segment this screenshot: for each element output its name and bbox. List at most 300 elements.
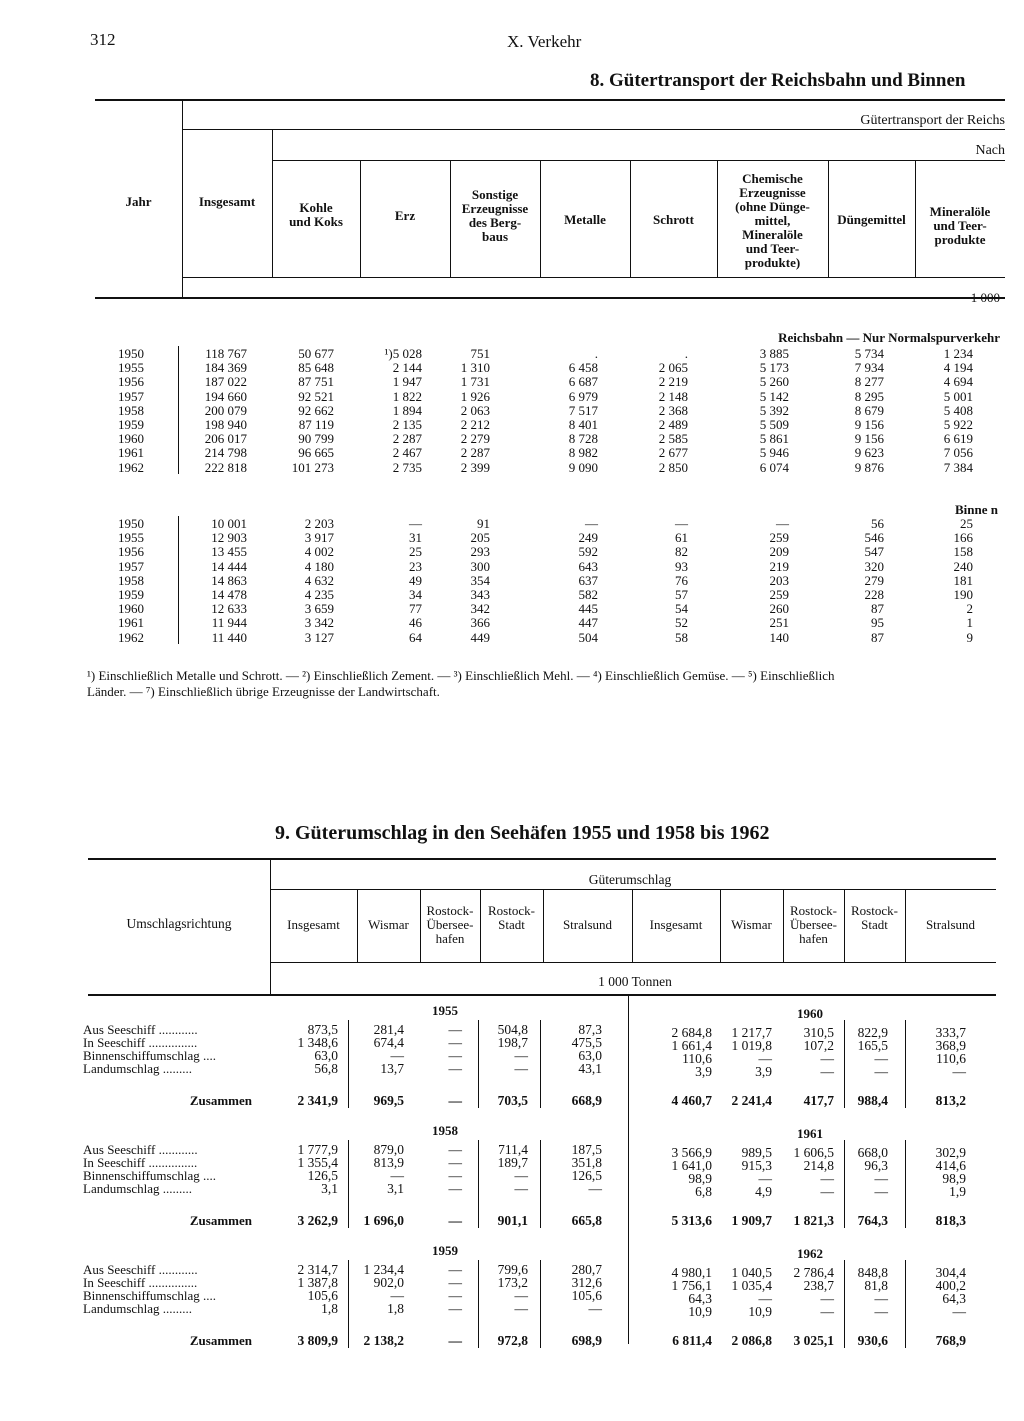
column-divider bbox=[348, 1260, 349, 1348]
table-cell: 1955 bbox=[118, 530, 144, 546]
sum-cell: 6 811,4 bbox=[672, 1333, 712, 1348]
table8-super-header: Gütertransport der Reichs bbox=[860, 113, 1005, 128]
table-cell: 8 401 bbox=[568, 416, 598, 432]
sum-cell: 2 138,2 bbox=[363, 1333, 404, 1348]
column-divider bbox=[905, 1020, 906, 1108]
table-cell: 91 bbox=[477, 516, 490, 531]
column-erz bbox=[360, 517, 422, 645]
table-cell: 101 273 bbox=[291, 459, 334, 475]
table-cell: 1960 bbox=[118, 431, 144, 447]
table-cell: 10,9 bbox=[748, 1304, 772, 1319]
table-cell: 214,8 bbox=[803, 1158, 834, 1173]
table-cell: 822,9 bbox=[857, 1025, 888, 1040]
table-cell: 2 287 bbox=[460, 445, 490, 461]
table-cell: . bbox=[594, 346, 598, 361]
table-cell: — bbox=[874, 1064, 888, 1079]
column-divider bbox=[478, 1140, 479, 1228]
table-cell: 14 478 bbox=[211, 586, 247, 602]
table-cell: 5 142 bbox=[759, 388, 789, 404]
table-cell: 2 063 bbox=[460, 402, 490, 418]
header-line: Insgesamt bbox=[649, 917, 703, 932]
table-cell: 293 bbox=[470, 544, 490, 560]
table-cell: 1 606,5 bbox=[793, 1145, 834, 1160]
table8-sub-header: Nach bbox=[975, 143, 1005, 158]
table-cell: 4 694 bbox=[943, 374, 973, 390]
table-cell: 3 917 bbox=[304, 530, 334, 546]
table-cell: 813,9 bbox=[373, 1155, 404, 1170]
table-cell: 2 786,4 bbox=[793, 1265, 834, 1280]
table-cell: 9 623 bbox=[854, 445, 884, 461]
table-cell: 414,6 bbox=[935, 1158, 966, 1173]
sum-cell: 2 086,8 bbox=[731, 1333, 772, 1348]
header-line: hafen bbox=[799, 931, 828, 946]
table-cell: — bbox=[448, 1262, 462, 1277]
table-cell: 8 295 bbox=[854, 388, 884, 404]
table-cell: 2 489 bbox=[658, 416, 688, 432]
table9-super-rule bbox=[270, 889, 996, 890]
table-cell: 1956 bbox=[118, 544, 144, 560]
table-cell: 2 148 bbox=[658, 388, 688, 404]
table-cell: 8 728 bbox=[568, 431, 598, 447]
table-cell: 260 bbox=[769, 601, 789, 617]
column-values bbox=[808, 1026, 888, 1078]
header-line: (ohne Dünge- bbox=[735, 199, 810, 214]
table8-unit-rule bbox=[95, 297, 1005, 299]
header-line: Rostock- bbox=[426, 903, 474, 918]
table-cell: 711,4 bbox=[498, 1142, 528, 1157]
table-cell: 198,7 bbox=[497, 1035, 528, 1050]
table-cell: 592 bbox=[578, 544, 598, 560]
table-cell: 915,3 bbox=[741, 1158, 772, 1173]
table-cell: — bbox=[448, 1142, 462, 1157]
table-cell: 342 bbox=[470, 601, 490, 617]
sum-label: Zusammen bbox=[189, 1213, 252, 1228]
table-cell: 5 408 bbox=[943, 402, 973, 418]
column-duenge bbox=[828, 517, 884, 645]
table-cell: 1957 bbox=[118, 388, 144, 404]
table-cell: 668,0 bbox=[857, 1145, 888, 1160]
table-cell: 351,8 bbox=[571, 1155, 602, 1170]
table-cell: 2 279 bbox=[460, 431, 490, 447]
table-cell: 87 751 bbox=[298, 374, 334, 390]
table-cell: 200 079 bbox=[204, 402, 247, 418]
table-cell: 203 bbox=[769, 572, 789, 588]
table-cell: 1 641,0 bbox=[671, 1158, 712, 1173]
table-cell: 279 bbox=[864, 572, 884, 588]
row-label: Binnenschiffumschlag .... bbox=[83, 1288, 216, 1303]
table-cell: 4 632 bbox=[304, 572, 334, 588]
table-cell: 238,7 bbox=[803, 1278, 834, 1293]
table-cell: 87,3 bbox=[578, 1022, 602, 1037]
chapter-title: X. Verkehr bbox=[507, 32, 582, 51]
table-cell: 3,9 bbox=[695, 1064, 712, 1079]
table-cell: 280,7 bbox=[571, 1262, 602, 1277]
table-cell: — bbox=[390, 1288, 404, 1303]
table-cell: 166 bbox=[953, 530, 973, 546]
table-cell: 14 444 bbox=[211, 558, 247, 574]
sum-cell: 665,8 bbox=[571, 1213, 602, 1228]
header-line: Stralsund bbox=[925, 917, 976, 932]
table-cell: 310,5 bbox=[803, 1025, 834, 1040]
table-cell: 6,8 bbox=[695, 1184, 712, 1199]
table-cell: 302,9 bbox=[935, 1145, 966, 1160]
header-line: Wismar bbox=[368, 917, 409, 932]
table-cell: 12 903 bbox=[211, 530, 247, 546]
table-cell: 2 287 bbox=[392, 431, 422, 447]
column-chemische bbox=[717, 517, 789, 645]
table-cell: 126,5 bbox=[571, 1168, 602, 1183]
table-cell: 2 144 bbox=[392, 360, 422, 376]
row-label: Binnenschiffumschlag .... bbox=[83, 1168, 216, 1183]
table-cell: 1962 bbox=[118, 459, 144, 475]
header-line: Insgesamt bbox=[287, 917, 340, 932]
page-number: 312 bbox=[90, 30, 116, 49]
table8-top-rule bbox=[95, 99, 1005, 101]
row-label: Landumschlag ......... bbox=[83, 1061, 193, 1076]
table-cell: 546 bbox=[864, 530, 884, 546]
table-cell: 3,1 bbox=[387, 1181, 404, 1196]
table-cell: 105,6 bbox=[307, 1288, 338, 1303]
col-header-3 bbox=[480, 904, 543, 932]
table-cell: 50 677 bbox=[298, 346, 334, 361]
block-year-right: 1960 bbox=[797, 1006, 823, 1021]
table-cell: 1 731 bbox=[460, 374, 490, 390]
row-header-umschlagsrichtung: Umschlagsrichtung bbox=[126, 916, 232, 931]
table8-super-rule bbox=[182, 129, 1005, 130]
table-cell: 87 119 bbox=[298, 416, 334, 432]
table-cell: — bbox=[820, 1064, 834, 1079]
table-cell: — bbox=[448, 1035, 462, 1050]
table-cell: 1961 bbox=[118, 615, 144, 631]
column-divider bbox=[844, 1260, 845, 1348]
table-cell: 1 947 bbox=[392, 374, 422, 390]
table-cell: 1 310 bbox=[460, 360, 490, 376]
table-cell: 9 156 bbox=[854, 431, 884, 447]
table-cell: 10,9 bbox=[688, 1304, 712, 1319]
table-cell: 751 bbox=[470, 346, 490, 361]
table-cell: 4 235 bbox=[304, 586, 334, 602]
sum-cell: 901,1 bbox=[497, 1213, 528, 1228]
table-cell: 1 019,8 bbox=[731, 1038, 772, 1053]
block-year-left: 1955 bbox=[432, 1003, 458, 1018]
table-cell: 5 509 bbox=[759, 416, 789, 432]
table-cell: 92 521 bbox=[298, 388, 334, 404]
table-cell: — bbox=[390, 1168, 404, 1183]
table-cell: 64 bbox=[409, 629, 422, 645]
table-cell: 92 662 bbox=[298, 402, 334, 418]
table-cell: 281,4 bbox=[373, 1022, 404, 1037]
col-header-4 bbox=[543, 918, 632, 932]
header-line: Erzeugnisse bbox=[461, 201, 529, 216]
table-cell: 96 665 bbox=[298, 445, 334, 461]
table-cell: 902,0 bbox=[373, 1275, 404, 1290]
table-cell: 6 979 bbox=[568, 388, 598, 404]
sum-cell: 764,3 bbox=[857, 1213, 888, 1228]
table-cell: 240 bbox=[953, 558, 973, 574]
table-cell: 110,6 bbox=[682, 1051, 712, 1066]
table-cell: 57 bbox=[675, 586, 688, 602]
table-cell: 504,8 bbox=[497, 1022, 528, 1037]
col-header-chemische bbox=[717, 172, 828, 270]
table-cell: 54 bbox=[675, 601, 688, 617]
table-cell: 81,8 bbox=[864, 1278, 888, 1293]
table-cell: — bbox=[820, 1051, 834, 1066]
column-divider bbox=[540, 1260, 541, 1348]
col-header-jahr bbox=[95, 195, 182, 209]
table-cell: 848,8 bbox=[857, 1265, 888, 1280]
table-cell: 2 399 bbox=[460, 459, 490, 475]
table-cell: 504 bbox=[578, 629, 598, 645]
table-cell: 547 bbox=[864, 544, 884, 560]
table8-title: 8. Gütertransport der Reichsbahn und Binnen bbox=[590, 70, 966, 91]
table-cell: ¹)5 028 bbox=[384, 346, 422, 361]
table-cell: 1959 bbox=[118, 416, 144, 432]
table-cell: — bbox=[952, 1064, 966, 1079]
table-cell: 3 659 bbox=[304, 601, 334, 617]
table-cell: 3 885 bbox=[759, 346, 789, 361]
sum-cell: 930,6 bbox=[857, 1333, 888, 1348]
table-cell: — bbox=[514, 1181, 528, 1196]
header-line: hafen bbox=[435, 931, 465, 946]
column-divider bbox=[844, 1020, 845, 1108]
table-cell: — bbox=[874, 1184, 888, 1199]
column-values bbox=[522, 1023, 602, 1075]
table-cell: 8 679 bbox=[854, 402, 884, 418]
table9-top-rule bbox=[88, 858, 996, 860]
sum-cell: 3 025,1 bbox=[793, 1333, 834, 1348]
table-cell: 2 684,8 bbox=[671, 1025, 712, 1040]
table-cell: — bbox=[874, 1171, 888, 1186]
row-label: Aus Seeschiff ............ bbox=[83, 1022, 198, 1037]
sum-cell: 768,9 bbox=[935, 1333, 966, 1348]
table-cell: 76 bbox=[675, 572, 688, 588]
table-cell: 25 bbox=[960, 516, 973, 531]
column-divider bbox=[540, 1140, 541, 1228]
header-line: Jahr bbox=[125, 194, 152, 209]
header-line: Chemische bbox=[742, 171, 803, 186]
col-header-7 bbox=[783, 904, 844, 946]
column-divider bbox=[540, 1020, 541, 1108]
table-cell: — bbox=[448, 1181, 462, 1196]
table-cell: 1 756,1 bbox=[671, 1278, 712, 1293]
header-line: Metalle bbox=[564, 212, 606, 227]
column-chemische bbox=[717, 347, 789, 475]
table-cell: 165,5 bbox=[857, 1038, 888, 1053]
col-header-sonstige bbox=[450, 188, 540, 244]
table-cell: 1960 bbox=[118, 601, 144, 617]
table-cell: — bbox=[758, 1291, 772, 1306]
table-cell: 5 260 bbox=[759, 374, 789, 390]
table-cell: 52 bbox=[675, 615, 688, 631]
table-cell: 6 687 bbox=[568, 374, 598, 390]
table-cell: — bbox=[588, 1301, 602, 1316]
column-kohle bbox=[272, 517, 334, 645]
table-cell: — bbox=[874, 1051, 888, 1066]
column-values bbox=[886, 1146, 966, 1198]
sum-cell: 988,4 bbox=[857, 1093, 888, 1108]
column-values bbox=[886, 1026, 966, 1078]
section-reichsbahn-label: Reichsbahn — Nur Normalspurverkehr bbox=[778, 330, 1000, 345]
table-cell: 304,4 bbox=[935, 1265, 966, 1280]
row-label: In Seeschiff ............... bbox=[83, 1275, 198, 1290]
sum-cell: — bbox=[448, 1213, 462, 1228]
table-cell: 9 876 bbox=[854, 459, 884, 475]
header-line: Übersee- bbox=[790, 917, 837, 932]
column-metalle bbox=[540, 347, 598, 475]
header-line: Erzeugnisse bbox=[739, 185, 806, 200]
header-line: Erz bbox=[394, 208, 416, 223]
header-line: Rostock- bbox=[851, 903, 898, 918]
header-line: Düngemittel bbox=[837, 212, 906, 227]
col-header-insgesamt bbox=[182, 195, 272, 209]
header-line: Wismar bbox=[731, 917, 772, 932]
table-cell: 95 bbox=[871, 615, 884, 631]
table-cell: 7 384 bbox=[943, 459, 973, 475]
col-header-erz bbox=[360, 209, 450, 223]
table-cell: — bbox=[448, 1155, 462, 1170]
table-cell: 1 661,4 bbox=[671, 1038, 712, 1053]
column-kohle bbox=[272, 347, 334, 475]
table-cell: 799,6 bbox=[497, 1262, 528, 1277]
header-line: Rostock- bbox=[488, 903, 535, 918]
column-divider bbox=[478, 1260, 479, 1348]
col-header-schrott bbox=[630, 213, 717, 227]
table-cell: 259 bbox=[769, 586, 789, 602]
sum-cell: 417,7 bbox=[803, 1093, 834, 1108]
table-cell: 5 946 bbox=[759, 445, 789, 461]
sum-cell: 2 241,4 bbox=[731, 1093, 772, 1108]
column-mineral bbox=[915, 347, 973, 475]
table-cell: 1 926 bbox=[460, 388, 490, 404]
col-header-8 bbox=[844, 904, 905, 932]
header-line: und Teer- bbox=[933, 218, 987, 233]
table-cell: 1,9 bbox=[949, 1184, 966, 1199]
table-cell: 3 566,9 bbox=[671, 1145, 712, 1160]
table-cell: 11 944 bbox=[211, 615, 247, 631]
table-cell: . bbox=[684, 346, 688, 361]
table-cell: 249 bbox=[578, 530, 598, 546]
table-cell: 445 bbox=[578, 601, 598, 617]
table-cell: 1 777,9 bbox=[297, 1142, 338, 1157]
table8-footnote-1: ¹) Einschließlich Metalle und Schrott. — ²) Einschließlich Zement. — ³) Einschließlich Mehl. — ⁴) Einschließlich Gemüse. — ⁵) Einschließlich bbox=[87, 668, 835, 683]
column-values bbox=[522, 1263, 602, 1315]
header-line: baus bbox=[481, 229, 509, 244]
table-cell: 2 203 bbox=[304, 516, 334, 531]
table-cell: 5 734 bbox=[854, 346, 884, 361]
table-cell: — bbox=[514, 1168, 528, 1183]
block-year-right: 1961 bbox=[797, 1126, 823, 1141]
table-cell: 6 619 bbox=[943, 431, 973, 447]
table-cell: 4,9 bbox=[755, 1184, 772, 1199]
table-cell: 64,3 bbox=[942, 1291, 966, 1306]
column-values bbox=[808, 1146, 888, 1198]
header-line: Übersee- bbox=[426, 917, 474, 932]
table-cell: 1950 bbox=[118, 516, 144, 531]
table-cell: 198 940 bbox=[204, 416, 247, 432]
table9-unit-rule bbox=[88, 994, 996, 996]
sum-cell: 668,9 bbox=[571, 1093, 602, 1108]
table-cell: 140 bbox=[769, 629, 789, 645]
table-cell: 3,1 bbox=[321, 1181, 338, 1196]
table-cell: 63,0 bbox=[578, 1048, 602, 1063]
table-cell: 49 bbox=[409, 572, 422, 588]
table-cell: 98,9 bbox=[688, 1171, 712, 1186]
table-cell: 110,6 bbox=[936, 1051, 966, 1066]
table-cell: 2 219 bbox=[658, 374, 688, 390]
table-cell: 184 369 bbox=[204, 360, 247, 376]
table-cell: 2 bbox=[966, 601, 973, 617]
table-cell: — bbox=[758, 1051, 772, 1066]
table-cell: 61 bbox=[675, 530, 688, 546]
table-cell: — bbox=[874, 1291, 888, 1306]
table-cell: 368,9 bbox=[935, 1038, 966, 1053]
table-cell: 2 135 bbox=[392, 416, 422, 432]
sum-cell: 818,3 bbox=[935, 1213, 966, 1228]
column-divider bbox=[478, 1020, 479, 1108]
table-cell: 1950 bbox=[118, 346, 144, 361]
section-binnen-label: Binne n bbox=[955, 502, 998, 517]
table-cell: 219 bbox=[769, 558, 789, 574]
table-cell: 582 bbox=[578, 586, 598, 602]
table-cell: 187 022 bbox=[204, 374, 247, 390]
header-line: Mineralöle bbox=[742, 227, 803, 242]
table-cell: 2 735 bbox=[392, 459, 422, 475]
table-cell: 989,5 bbox=[741, 1145, 772, 1160]
table-cell: 1958 bbox=[118, 402, 144, 418]
table-cell: 2 314,7 bbox=[297, 1262, 338, 1277]
sum-cell: 5 313,6 bbox=[671, 1213, 712, 1228]
row-label: Landumschlag ......... bbox=[83, 1301, 193, 1316]
table-cell: 1959 bbox=[118, 586, 144, 602]
block-year-right: 1962 bbox=[797, 1246, 823, 1261]
table-cell: 190 bbox=[953, 586, 973, 602]
header-line: des Berg- bbox=[468, 215, 522, 230]
table-cell: 6 458 bbox=[568, 360, 598, 376]
table-cell: 228 bbox=[864, 586, 884, 602]
table-cell: 87 bbox=[871, 601, 884, 617]
table-cell: — bbox=[758, 1171, 772, 1186]
header-line: produkte bbox=[934, 232, 986, 247]
table-cell: — bbox=[390, 1048, 404, 1063]
table-cell: 873,5 bbox=[307, 1022, 338, 1037]
table-cell: 1 217,7 bbox=[731, 1025, 772, 1040]
table-cell: — bbox=[514, 1301, 528, 1316]
table-cell: 209 bbox=[769, 544, 789, 560]
table-cell: — bbox=[448, 1288, 462, 1303]
table-cell: 2 368 bbox=[658, 402, 688, 418]
table-cell: 5 001 bbox=[943, 388, 973, 404]
table-cell: 5 861 bbox=[759, 431, 789, 447]
table-cell: — bbox=[874, 1304, 888, 1319]
table-cell: 56 bbox=[871, 516, 884, 531]
table-cell: 1961 bbox=[118, 445, 144, 461]
table-cell: 1,8 bbox=[321, 1301, 338, 1316]
table-cell: 82 bbox=[675, 544, 688, 560]
table9-header-rule bbox=[270, 962, 996, 963]
sum-cell: 813,2 bbox=[935, 1093, 966, 1108]
col-header-kohle bbox=[272, 201, 360, 229]
col-header-1 bbox=[357, 918, 420, 932]
table-cell: — bbox=[409, 516, 422, 531]
column-insgesamt bbox=[182, 517, 247, 645]
table-cell: 475,5 bbox=[571, 1035, 602, 1050]
table-cell: 189,7 bbox=[497, 1155, 528, 1170]
header-line: Mineralöle bbox=[929, 204, 991, 219]
sum-cell: 3 262,9 bbox=[297, 1213, 338, 1228]
table-cell: 11 440 bbox=[211, 629, 247, 645]
column-values bbox=[448, 1143, 528, 1195]
table9-super-header: Güterumschlag bbox=[588, 872, 672, 887]
